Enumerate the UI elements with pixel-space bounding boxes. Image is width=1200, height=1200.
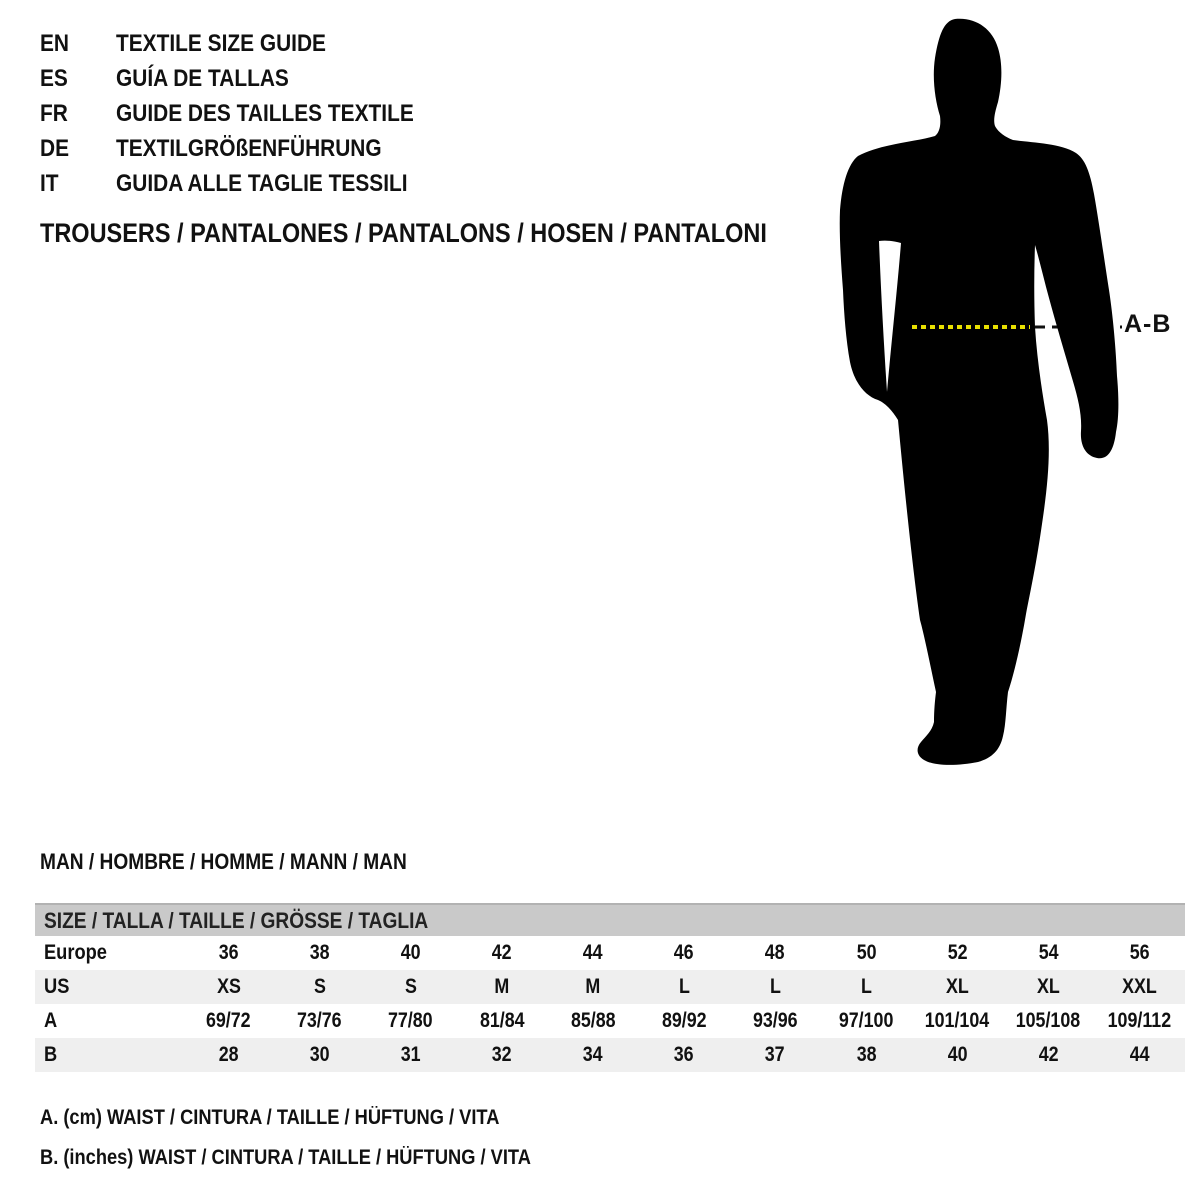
man-silhouette [840,19,1119,765]
size-cell: S [313,975,326,998]
size-cell: L [860,975,872,998]
size-cell: XL [945,975,969,998]
size-table-rows [35,936,1185,1072]
row-label: A [44,1009,58,1032]
legend-line-a: A. (cm) WAIST / CINTURA / TAILLE / HÜFTUNG / VITA [40,1106,500,1129]
size-cell: 77/80 [388,1009,434,1032]
language-code: FR [40,99,68,127]
size-cell: 81/84 [479,1009,525,1032]
language-code: ES [40,64,68,92]
language-code: IT [40,169,59,197]
size-cell: 38 [856,1043,877,1066]
size-cell: L [769,975,781,998]
size-cell: M [585,975,601,998]
size-table-header: SIZE / TALLA / TAILLE / GRÖSSE / TAGLIA [35,903,1185,936]
size-cell: 28 [218,1043,239,1066]
size-cell: 56 [1129,941,1150,964]
size-cell: 42 [1038,1043,1059,1066]
size-cell: 40 [400,941,421,964]
size-table [35,903,1185,1072]
section-heading: MAN / HOMBRE / HOMME / MANN / MAN [40,849,407,874]
size-cell: 69/72 [206,1009,251,1032]
size-cell: 93/96 [752,1009,798,1032]
size-cell: 36 [674,1043,694,1066]
size-cell: 42 [491,941,512,964]
language-list [40,26,458,201]
language-title: TEXTILE SIZE GUIDE [116,29,326,57]
language-title: GUÍA DE TALLAS [116,64,289,92]
size-cell: 89/92 [661,1009,707,1032]
size-cell: 34 [582,1043,603,1066]
size-cell: 44 [582,941,603,964]
size-cell: 97/100 [838,1009,894,1032]
size-cell: 50 [856,941,877,964]
row-label: Europe [44,941,107,964]
waist-measure-label: A-B [1124,310,1172,338]
size-cell: 105/108 [1016,1009,1081,1032]
language-row [40,96,458,131]
category-heading: TROUSERS / PANTALONES / PANTALONS / HOSEN / PANTALONI [40,218,767,248]
size-cell: 46 [674,941,694,964]
size-cell: S [404,975,417,998]
size-cell: 48 [765,941,786,964]
size-cell: 32 [491,1043,512,1066]
language-code: EN [40,29,70,57]
row-label: B [44,1043,58,1066]
size-cell: 38 [309,941,330,964]
size-cell: 101/104 [925,1009,990,1032]
language-row [40,61,458,96]
size-cell: 54 [1038,941,1059,964]
table-row [35,1038,1185,1072]
size-cell: 36 [218,941,239,964]
size-cell: 37 [765,1043,786,1066]
size-cell: M [494,975,510,998]
language-row [40,166,458,201]
row-label: US [44,975,70,998]
size-cell: XL [1036,975,1060,998]
size-cell: 44 [1129,1043,1150,1066]
language-row [40,26,458,61]
size-cell: 73/76 [297,1009,342,1032]
size-cell: 52 [947,941,968,964]
legend-line-b: B. (inches) WAIST / CINTURA / TAILLE / HÜFTUNG / VITA [40,1146,531,1169]
size-cell: 85/88 [570,1009,616,1032]
language-title: GUIDA ALLE TAGLIE TESSILI [116,169,408,197]
size-cell: 30 [309,1043,330,1066]
language-title: TEXTILGRÖßENFÜHRUNG [116,134,382,162]
size-cell: XS [216,975,241,998]
table-row [35,1004,1185,1038]
size-cell: XXL [1122,975,1157,998]
table-row [35,970,1185,1004]
size-cell: 109/112 [1107,1009,1172,1032]
man-silhouette-figure [820,14,1130,784]
language-row [40,131,458,166]
size-cell: L [678,975,690,998]
size-cell: 31 [400,1043,421,1066]
language-title: GUIDE DES TAILLES TEXTILE [116,99,414,127]
size-cell: 40 [947,1043,968,1066]
language-code: DE [40,134,70,162]
table-row [35,936,1185,970]
